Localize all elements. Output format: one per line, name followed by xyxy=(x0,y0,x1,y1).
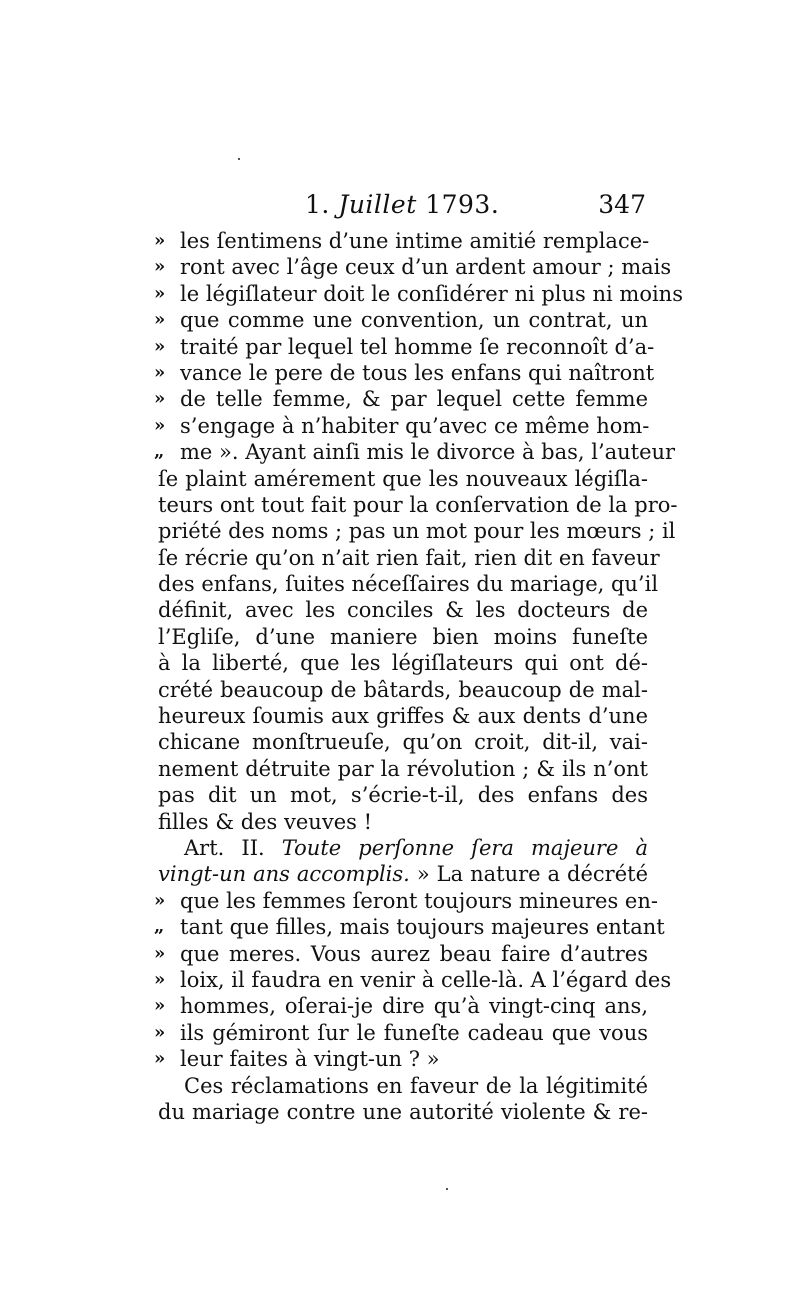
quote-mark: » xyxy=(154,889,166,911)
line-text: pas dit un mot, s’écrie-t-il, des enfans des xyxy=(158,783,648,808)
body-text xyxy=(154,228,683,1125)
text-line xyxy=(158,492,678,518)
text-line xyxy=(158,809,648,835)
line-text: de telle femme, & par lequel cette femme xyxy=(180,387,648,412)
line-text: le légiſlateur doit le conſidérer ni plus ni moins xyxy=(180,281,683,306)
text-line xyxy=(154,334,655,360)
line-text: que comme une convention, un contrat, un xyxy=(180,308,648,333)
article-italic-2: vingt-un ans accomplis. xyxy=(158,862,410,887)
line-text: définit, avec les conciles & les docteurs de xyxy=(158,598,648,623)
text-line xyxy=(154,413,650,439)
header-year: 1793. xyxy=(425,190,500,219)
line-text: ſe récrie qu’on n’ait rien fait, rien dit en faveur xyxy=(158,545,660,570)
line-text: me ». Ayant ainſi mis le divorce à bas, l’auteur xyxy=(180,440,676,465)
quote-mark: » xyxy=(154,942,166,964)
text-line xyxy=(158,597,648,623)
quote-mark: „ xyxy=(154,441,165,463)
quote-mark: » xyxy=(154,1021,166,1043)
quote-mark: » xyxy=(154,1048,166,1070)
text-line xyxy=(154,281,683,307)
ink-speck xyxy=(238,158,240,160)
line-text: traité par lequel tel homme ſe reconnoît d’a- xyxy=(180,334,655,359)
line-text: que les femmes ſeront toujours mineures en- xyxy=(180,888,658,913)
line-text: priété des noms ; pas un mot pour les mœurs ; il xyxy=(158,519,676,544)
line-text: vance le pere de tous les enfans qui naîtront xyxy=(180,360,655,385)
quote-mark: » xyxy=(154,282,166,304)
article-line xyxy=(158,835,648,861)
text-line xyxy=(154,1046,648,1072)
paragraph-quote-2 xyxy=(154,888,672,1073)
text-line xyxy=(154,888,658,914)
line-text: loix, il faudra en venir à celle-là. A l’égard des xyxy=(180,967,672,992)
line-text: heureux ſoumis aux griffes & aux dents d’une xyxy=(158,704,648,729)
text-line xyxy=(158,650,648,676)
quote-mark: » xyxy=(154,256,166,278)
text-line xyxy=(154,439,676,465)
header-date xyxy=(305,188,499,222)
line-text: filles & des veuves ! xyxy=(158,809,373,834)
line-text: l’Egliſe, d’une maniere bien moins funeſte xyxy=(158,624,648,649)
text-line xyxy=(154,941,648,967)
paragraph-quote xyxy=(154,228,683,835)
line-text: ſe plaint amérement que les nouveaux légiſla- xyxy=(158,466,648,491)
text-line xyxy=(154,914,665,940)
text-line xyxy=(158,518,676,544)
text-line xyxy=(158,677,648,703)
quote-mark: » xyxy=(154,230,166,251)
text-line xyxy=(158,756,648,782)
text-line xyxy=(154,967,672,993)
text-line xyxy=(158,782,648,808)
text-line xyxy=(158,466,648,492)
line-text: les ſentimens d’une intime amitié remplace- xyxy=(180,229,650,253)
article-label: Art. II. xyxy=(184,835,265,860)
running-header xyxy=(150,188,650,222)
closing-line-2: du mariage contre une autorité violente & re- xyxy=(158,1099,648,1124)
article-line-2 xyxy=(158,861,648,887)
quote-mark: » xyxy=(154,388,166,410)
text-line xyxy=(158,624,648,650)
text-line xyxy=(154,254,672,280)
line-text: que meres. Vous aurez beau faire d’autres xyxy=(180,941,648,966)
line-text: s’engage à n’habiter qu’avec ce même hom- xyxy=(180,413,650,438)
text-line xyxy=(158,729,648,755)
text-line xyxy=(154,307,648,333)
closing-line-1: Ces réclamations en faveur de la légitimité xyxy=(184,1073,648,1098)
line-text: chicane monſtrueuſe, qu’on croit, dit-il, vai- xyxy=(158,730,648,755)
text-line xyxy=(158,545,660,571)
text-line xyxy=(154,228,650,254)
text-line xyxy=(154,360,655,386)
text-line xyxy=(158,703,648,729)
line-text: teurs ont tout fait pour la conſervation de la pro- xyxy=(158,492,678,517)
quote-mark: „ xyxy=(154,916,165,938)
line-text: nement détruite par la révolution ; & ils n’ont xyxy=(158,756,648,781)
ink-speck xyxy=(446,1188,448,1190)
line-text: hommes, oſerai-je dire qu’à vingt-cinq ans, xyxy=(180,994,648,1019)
line-text: à la liberté, que les légiſlateurs qui ont dé- xyxy=(158,651,648,676)
quote-mark: » xyxy=(154,361,166,383)
line-text: crété beaucoup de bâtards, beaucoup de mal- xyxy=(158,677,648,702)
quote-mark: » xyxy=(154,995,166,1017)
quote-mark: » xyxy=(154,335,166,357)
article-continuation: » La nature a décrété xyxy=(416,862,648,887)
line-text: ront avec l’âge ceux d’un ardent amour ; mais xyxy=(180,255,672,280)
line-text: leur faites à vingt-un ? » xyxy=(180,1047,440,1072)
line-text: tant que filles, mais toujours majeures entant xyxy=(180,915,665,940)
text-line xyxy=(154,993,648,1019)
text-line xyxy=(154,386,648,412)
line-text: ils gémiront ſur le funeſte cadeau que vous xyxy=(180,1020,648,1045)
article-italic-1: Toute perſonne ſera majeure à xyxy=(281,835,648,860)
line-text: des enfans, ſuites néceſſaires du mariage, qu’il xyxy=(158,572,659,597)
quote-mark: » xyxy=(154,414,166,436)
page-number: 347 xyxy=(598,190,646,219)
quote-mark: » xyxy=(154,968,166,990)
header-day: 1. xyxy=(305,190,330,219)
quote-mark: » xyxy=(154,309,166,331)
text-line xyxy=(154,1020,648,1046)
text-line xyxy=(158,571,659,597)
header-month: Juillet xyxy=(338,190,417,219)
